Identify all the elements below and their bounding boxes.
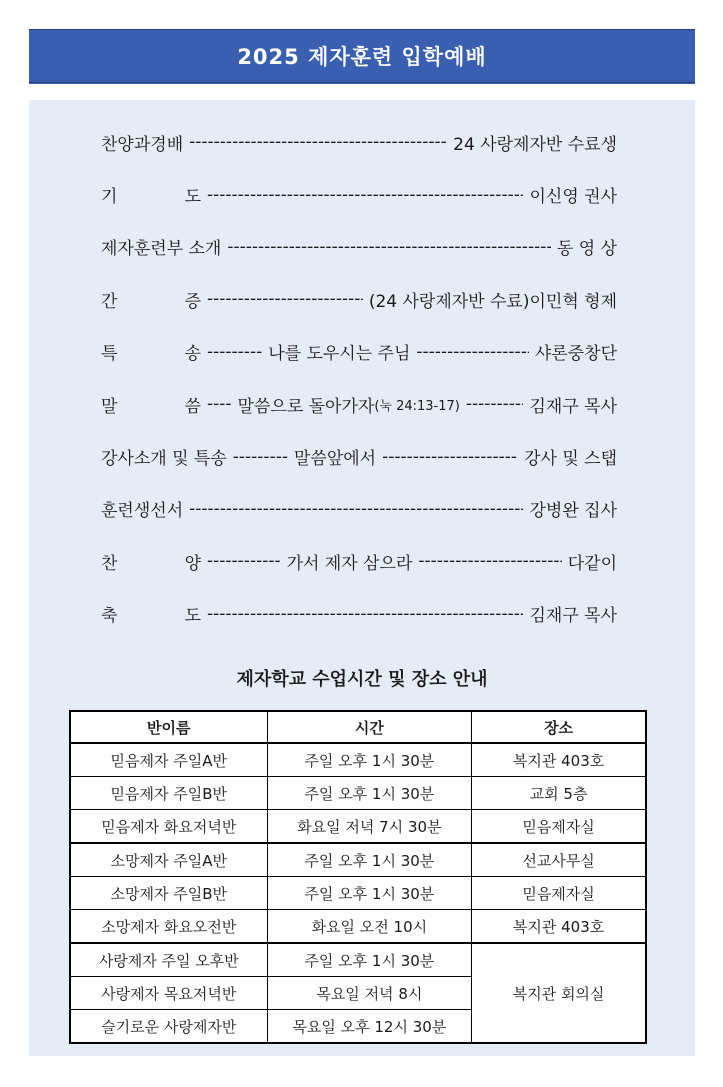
order-item <box>101 430 617 482</box>
order-leader: 24 사랑제자반 수료생 <box>453 134 617 155</box>
order-label-char: 양 <box>184 553 201 574</box>
order-content: 말씀으로 돌아가자 <box>237 396 375 417</box>
order-label-char: 특 <box>101 344 118 365</box>
dash-leader <box>207 342 262 362</box>
place-cell: 복지관 403호 <box>472 743 646 777</box>
dash-leader <box>466 394 524 414</box>
order-label <box>101 182 201 207</box>
table-row <box>70 777 646 810</box>
content-panel <box>29 100 695 1056</box>
place-cell: 믿음제자실 <box>472 877 646 910</box>
time-cell: 주일 오후 1시 30분 <box>267 777 472 810</box>
schedule-title: 제자학교 수업시간 및 장소 안내 <box>236 669 488 690</box>
order-label: 강사소개 및 특송 <box>101 449 227 470</box>
column-header: 시간 <box>267 711 472 743</box>
time-cell: 목요일 저녁 8시 <box>267 977 472 1010</box>
time-cell: 화요일 오전 10시 <box>267 910 472 944</box>
column-header: 반이름 <box>70 711 267 743</box>
service-order <box>101 116 617 640</box>
place-cell: 믿음제자실 <box>472 810 646 844</box>
order-label <box>101 392 201 417</box>
order-leader: 강병완 집사 <box>529 501 617 522</box>
time-cell: 주일 오후 1시 30분 <box>267 943 472 977</box>
dash-leader <box>227 237 551 257</box>
class-name-cell: 믿음제자 화요저녁반 <box>70 810 267 844</box>
order-item <box>101 273 617 325</box>
order-label-char: 도 <box>184 187 201 208</box>
order-label-char: 말 <box>101 396 118 417</box>
place-cell: 교회 5층 <box>472 777 646 810</box>
class-name-cell: 소망제자 주일A반 <box>70 843 267 877</box>
time-cell: 목요일 오후 12시 30분 <box>267 1010 472 1044</box>
table-header-row <box>70 711 646 743</box>
dash-leader <box>207 289 363 309</box>
order-item <box>101 588 617 640</box>
order-label <box>101 549 201 574</box>
order-label: 제자훈련부 소개 <box>101 239 222 260</box>
order-label-char: 찬 <box>101 553 118 574</box>
order-item <box>101 483 617 535</box>
order-leader: (24 사랑제자반 수료)이민혁 형제 <box>368 291 617 312</box>
order-label <box>101 339 201 364</box>
dash-leader <box>207 185 523 205</box>
page-title-banner <box>29 29 695 83</box>
title-underline <box>29 83 695 84</box>
order-item <box>101 116 617 168</box>
class-name-cell: 소망제자 화요오전반 <box>70 910 267 944</box>
dash-leader <box>207 604 523 624</box>
dash-leader <box>189 499 523 519</box>
class-name-cell: 슬기로운 사랑제자반 <box>70 1010 267 1044</box>
order-label: 훈련생선서 <box>101 501 184 522</box>
order-leader: 샤론중창단 <box>534 344 617 365</box>
class-name-cell: 믿음제자 주일A반 <box>70 743 267 777</box>
class-name-cell: 사랑제자 주일 오후반 <box>70 943 267 977</box>
order-content: 말씀앞에서 <box>293 449 377 470</box>
dash-leader <box>418 551 561 571</box>
order-leader: 강사 및 스탭 <box>524 449 617 470</box>
table-row <box>70 943 646 977</box>
time-cell: 주일 오후 1시 30분 <box>267 843 472 877</box>
table-row <box>70 843 646 877</box>
column-header: 장소 <box>472 711 646 743</box>
order-content: 가서 제자 삼으라 <box>286 553 413 574</box>
order-item <box>101 378 617 430</box>
order-label-char: 씀 <box>184 396 201 417</box>
order-leader: 이신영 권사 <box>529 187 617 208</box>
time-cell: 주일 오후 1시 30분 <box>267 743 472 777</box>
dash-leader <box>382 447 518 467</box>
dash-leader <box>416 342 528 362</box>
table-row <box>70 910 646 944</box>
order-label-char: 기 <box>101 187 118 208</box>
order-label: 찬양과경배 <box>101 134 184 155</box>
table-row <box>70 810 646 844</box>
order-item <box>101 221 617 273</box>
class-name-cell: 믿음제자 주일B반 <box>70 777 267 810</box>
table-row <box>70 877 646 910</box>
order-leader: 김재구 목사 <box>529 396 617 417</box>
order-label-char: 간 <box>101 291 118 312</box>
page-title: 2025 제자훈련 입학예배 <box>237 45 487 69</box>
order-leader: 동 영 상 <box>556 239 617 260</box>
order-leader: 김재구 목사 <box>529 606 617 627</box>
order-label-char: 송 <box>184 344 201 365</box>
dash-leader <box>189 132 447 152</box>
order-label <box>101 287 201 312</box>
order-item <box>101 326 617 378</box>
dash-leader <box>233 447 288 467</box>
class-name-cell: 소망제자 주일B반 <box>70 877 267 910</box>
order-label <box>101 601 201 626</box>
order-label-char: 축 <box>101 606 118 627</box>
order-item <box>101 168 617 220</box>
dash-leader <box>207 394 232 414</box>
place-cell: 복지관 회의실 <box>472 943 646 1043</box>
dash-leader <box>207 551 281 571</box>
class-name-cell: 사랑제자 목요저녁반 <box>70 977 267 1010</box>
order-label-char: 증 <box>184 291 201 312</box>
time-cell: 주일 오후 1시 30분 <box>267 877 472 910</box>
time-cell: 화요일 저녁 7시 30분 <box>267 810 472 844</box>
table-row <box>70 743 646 777</box>
order-label-char: 도 <box>184 606 201 627</box>
order-leader: 다같이 <box>567 553 617 574</box>
order-content: 나를 도우시는 주님 <box>268 344 411 365</box>
scripture-reference: (눅 24:13-17) <box>374 398 460 414</box>
order-item <box>101 535 617 587</box>
place-cell: 선교사무실 <box>472 843 646 877</box>
schedule-table <box>69 710 647 1044</box>
place-cell: 복지관 403호 <box>472 910 646 944</box>
